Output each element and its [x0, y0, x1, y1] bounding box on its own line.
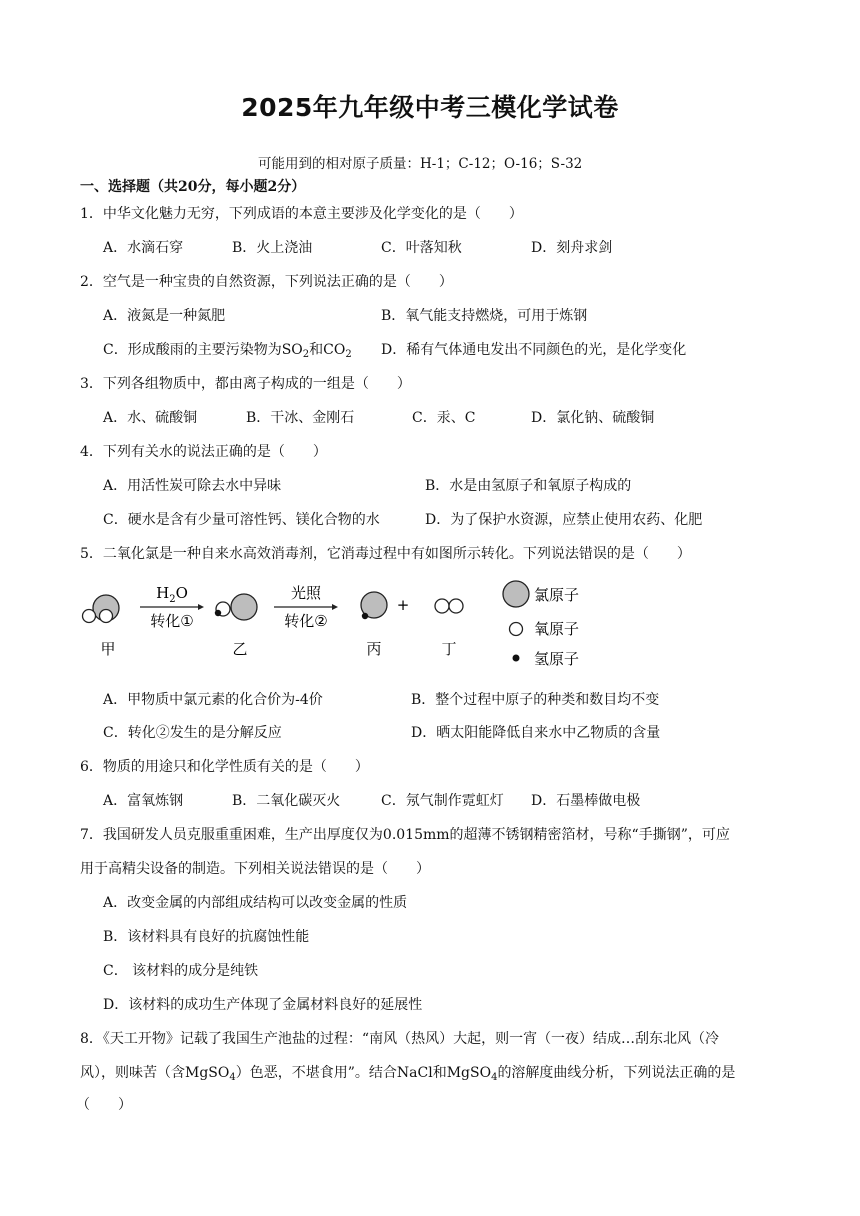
q2-option-a: A．液氮是一种氮肥: [103, 308, 226, 324]
q2-stem: 2．空气是一种宝贵的自然资源，下列说法正确的是（ ）: [80, 274, 453, 290]
q4-option-c: C．硬水是含有少量可溶性钙、镁化合物的水: [103, 512, 380, 528]
molecule-jia: [83, 595, 120, 623]
q8-stem-line3: （ ）: [76, 1097, 132, 1113]
q6-option-c: C．氖气制作霓虹灯: [381, 793, 504, 809]
q5-option-a: A．甲物质中氯元素的化合价为-4价: [103, 692, 323, 708]
oxygen-icon: [510, 623, 523, 636]
q8-stem-line2: 风），则味苦（含MgSO$_4$）色恶，不堪食用”。结合NaCl和MgSO$_4$的溶解度曲线分析，下列说法正确的是: [80, 1065, 736, 1083]
label-bing: 丙: [366, 640, 382, 658]
q5-option-b: B．整个过程中原子的种类和数目均不变: [411, 692, 660, 708]
arrow1-condition: $H_2O$: [156, 584, 188, 605]
arrow1-label: 转化①: [150, 612, 194, 630]
q3-stem: 3．下列各组物质中，都由离子构成的一组是（ ）: [80, 376, 411, 392]
q4-option-d: D．为了保护水资源，应禁止使用农药、化肥: [425, 512, 703, 528]
label-jia: 甲: [100, 640, 116, 658]
q2-option-d: D．稀有气体通电发出不同颜色的光，是化学变化: [381, 342, 687, 358]
legend-oxygen: 氧原子: [534, 620, 580, 638]
hydrogen-icon: [513, 655, 520, 662]
atom-legend: [498, 578, 608, 670]
legend-hydrogen: 氢原子: [534, 650, 580, 668]
q6-option-a: A．富氧炼钢: [103, 793, 184, 809]
q5-option-d: D．晒太阳能降低自来水中乙物质的含量: [411, 725, 661, 741]
chlorine-icon: [503, 581, 529, 607]
q7-option-d: D．该材料的成功生产体现了金属材料良好的延展性: [103, 997, 423, 1013]
q3-option-a: A．水、硫酸铜: [103, 410, 198, 426]
molecule-bing: [361, 592, 387, 619]
page-title: 2025年九年级中考三模化学试卷: [241, 93, 619, 122]
q2-option-b: B．氧气能支持燃烧，可用于炼钢: [381, 308, 588, 324]
q4-stem: 4．下列有关水的说法正确的是（ ）: [80, 444, 327, 460]
molecule-yi: [215, 594, 257, 620]
molecule-ding: [435, 599, 463, 613]
q1-stem: 1．中华文化魅力无穷，下列成语的本意主要涉及化学变化的是（ ）: [80, 206, 523, 222]
q7-option-c: C． 该材料的成分是纯铁: [103, 963, 259, 979]
q4-option-a: A．用活性炭可除去水中异味: [103, 478, 282, 494]
q2-option-c: C．形成酸雨的主要污染物为$SO_2$和$CO_2$: [103, 342, 352, 360]
q1-option-a: A．水滴石穿: [103, 240, 184, 256]
q1-option-b: B．火上浇油: [232, 240, 313, 256]
q7-stem-line2: 用于高精尖设备的制造。下列相关说法错误的是（ ）: [80, 861, 430, 877]
q5-option-c: C．转化②发生的是分解反应: [103, 725, 282, 741]
q7-option-a: A．改变金属的内部组成结构可以改变金属的性质: [103, 895, 408, 911]
q1-option-c: C．叶落知秋: [381, 240, 462, 256]
q5-stem: 5．二氧化氯是一种自来水高效消毒剂，它消毒过程中有如图所示转化。下列说法错误的是（ ）: [80, 546, 691, 562]
legend-chlorine: 氯原子: [534, 586, 580, 604]
q3-option-b: B．干冰、金刚石: [246, 410, 355, 426]
q3-option-d: D．氯化钠、硫酸铜: [531, 410, 655, 426]
plus-sign: +: [396, 596, 410, 614]
q6-stem: 6．物质的用途只和化学性质有关的是（ ）: [80, 759, 369, 775]
label-ding: 丁: [441, 640, 457, 658]
q6-option-b: B．二氧化碳灭火: [232, 793, 341, 809]
q6-option-d: D．石墨棒做电极: [531, 793, 641, 809]
q8-stem-line1: 8．《天工开物》记载了我国生产池盐的过程：“南风（热风）大起，则一宵（一夜）结成…刮东北风（冷: [80, 1031, 720, 1047]
arrow2-condition: 光照: [290, 584, 322, 602]
q1-option-d: D．刻舟求剑: [531, 240, 613, 256]
q3-option-c: C．汞、C: [412, 410, 476, 426]
section-heading: 一、选择题（共20分，每小题2分）: [80, 179, 306, 195]
q7-stem-line1: 7．我国研发人员克服重重困难，生产出厚度仅为0.015mm的超薄不锈钢精密箔材，号称“手撕钢”，可应: [80, 827, 730, 843]
q4-option-b: B．水是由氢原子和氧原子构成的: [425, 478, 632, 494]
q7-option-b: B．该材料具有良好的抗腐蚀性能: [103, 929, 310, 945]
label-yi: 乙: [232, 640, 248, 658]
atomic-masses: 可能用到的相对原子质量：H-1；C-12；O-16；S-32: [258, 156, 583, 172]
arrow2-label: 转化②: [284, 612, 328, 630]
